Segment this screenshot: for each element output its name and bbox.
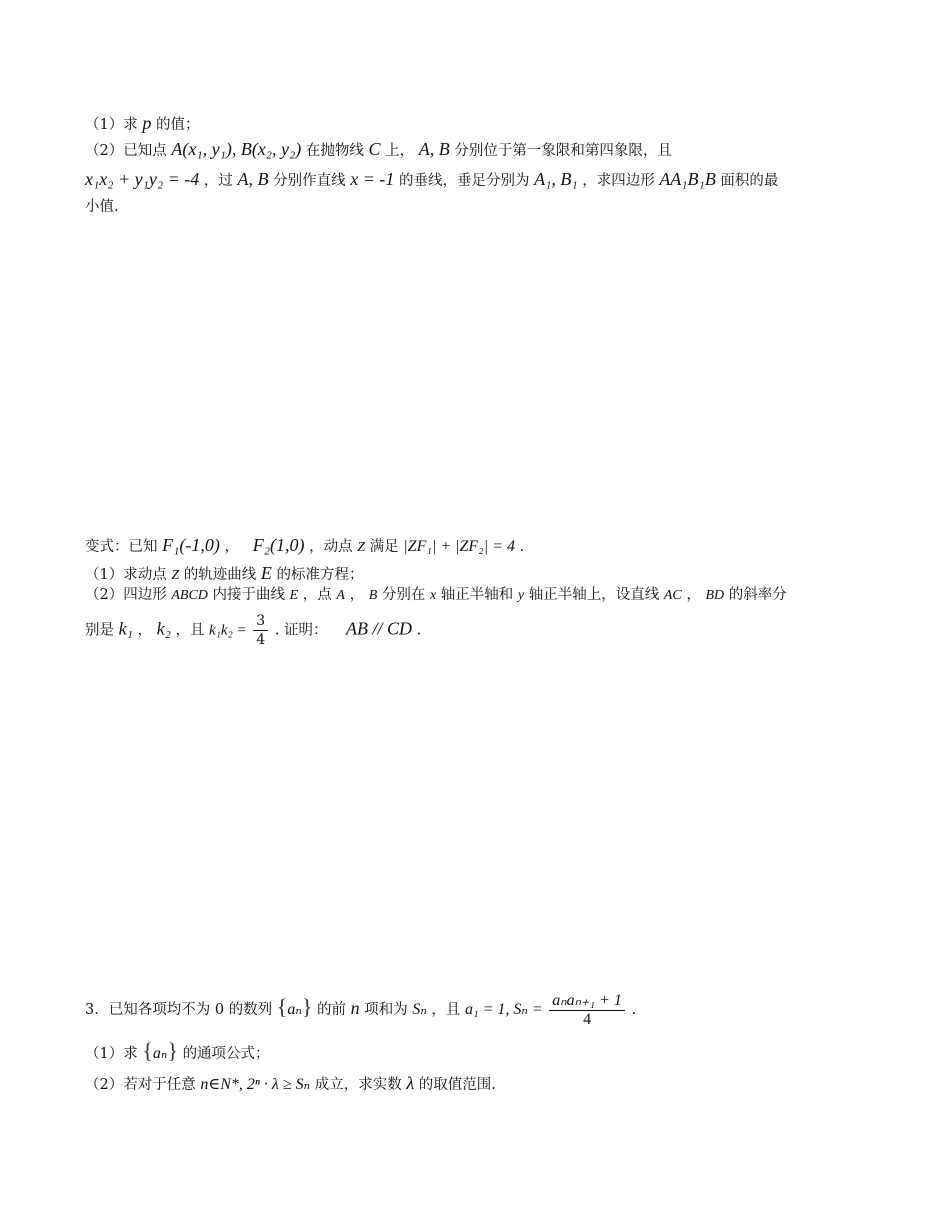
p2-e: ，求四边形 xyxy=(582,173,655,189)
variant-kk-num: 3 xyxy=(253,612,268,631)
p3-b: 的前 xyxy=(317,1002,346,1018)
p2-c: 分别作直线 xyxy=(273,173,346,189)
left-brace-icon: { xyxy=(276,994,288,1019)
variant-kk: k₁k₂ = xyxy=(209,622,247,639)
variant-q2-line1 xyxy=(85,584,787,607)
variant-q2-comma3: ， xyxy=(137,622,152,639)
variant-ac: AC xyxy=(663,588,682,603)
p3-num: aₙaₙ₊₁ + 1 xyxy=(549,992,625,1011)
variant-kk-fraction xyxy=(253,612,268,649)
variant-q2-e: E xyxy=(289,588,299,603)
p2-q2-line2 xyxy=(85,168,778,192)
p2-q1-var: p xyxy=(142,113,152,133)
p3-s: Sₙ xyxy=(412,1001,427,1018)
variant-q2-h: 的斜率分 xyxy=(728,587,787,603)
variant-dot: . xyxy=(416,622,422,639)
p3-seq: aₙ xyxy=(287,1001,302,1018)
p3-q2-lambda: λ xyxy=(406,1073,415,1093)
variant-kk-den: 4 xyxy=(256,632,266,648)
variant-q2-j: ，且 xyxy=(175,622,205,639)
p2-tail: 分别位于第一象限和第四象限，且 xyxy=(454,143,672,159)
variant-q2-f: 轴正半轴和 xyxy=(440,587,514,603)
p2-ab: A, B xyxy=(418,139,450,159)
variant-period: . xyxy=(519,539,525,555)
p3-end: . xyxy=(631,1002,637,1018)
p2-points: A(x₁, y₁), B(x₂, y₂) xyxy=(171,139,302,159)
p3-c: 项和为 xyxy=(364,1002,408,1018)
p2-q2-line1 xyxy=(85,138,672,162)
p3-q1-b: 的通项公式； xyxy=(182,1046,270,1062)
variant-conclusion: AB // CD xyxy=(345,618,412,639)
p3-q2-cond: n∈N*, 2ⁿ · λ ≥ Sₙ xyxy=(200,1076,311,1093)
p3-n: n xyxy=(350,998,360,1018)
p3-q1-a: （1）求 xyxy=(85,1046,138,1062)
variant-q2-A: A xyxy=(336,588,345,603)
p3-den: 4 xyxy=(583,1010,592,1028)
variant-q1-a: （1）求动点 xyxy=(85,567,167,583)
p3-line1 xyxy=(85,990,636,1029)
right-brace-icon: } xyxy=(301,994,313,1019)
p3-q2-line xyxy=(85,1072,496,1096)
variant-intro-line xyxy=(85,534,524,559)
variant-f1: F₁(-1,0) xyxy=(162,535,220,555)
p3-cond1: a₁ = 1, Sₙ = xyxy=(465,1001,543,1018)
variant-q1-b: 的轨迹曲线 xyxy=(183,567,257,583)
p2-g: 小值. xyxy=(85,199,119,215)
p2-mid2: 上， xyxy=(385,143,415,159)
p2-q1-line xyxy=(85,112,199,136)
variant-abcd: ABCD xyxy=(171,588,208,603)
variant-q2-B: B xyxy=(368,588,378,603)
variant-bd: BD xyxy=(705,588,725,603)
variant-q2-i: 别是 xyxy=(85,622,114,639)
p3-fraction xyxy=(549,992,625,1029)
variant-q2-line2 xyxy=(85,612,421,649)
p2-quad: AA₁B₁B xyxy=(659,169,716,189)
p2-q2-line3 xyxy=(85,196,119,218)
variant-sep: ， xyxy=(224,539,239,555)
p2-curve: C xyxy=(368,139,381,159)
variant-z: Z xyxy=(357,540,366,555)
p2-ab2: A, B xyxy=(237,169,269,189)
p2-f: 面积的最 xyxy=(720,173,779,189)
variant-q2-b: 内接于曲线 xyxy=(212,587,286,603)
variant-q2-d: 分别在 xyxy=(381,587,426,603)
variant-q1-e: E xyxy=(260,563,272,583)
variant-q1-z: Z xyxy=(171,568,180,583)
p2-line-eq: x = -1 xyxy=(350,169,395,189)
p2-q1-tail: 的值； xyxy=(155,117,200,133)
variant-q2-x: x xyxy=(429,588,437,603)
variant-intro: 变式：已知 xyxy=(85,539,158,555)
variant-k1: k₁ xyxy=(118,618,133,639)
p2-mid: 在抛物线 xyxy=(305,143,364,159)
variant-q2-y: y xyxy=(517,588,525,603)
variant-mid: ，动点 xyxy=(309,539,353,555)
variant-q2-c: ，点 xyxy=(302,587,332,603)
p2-eq: x₁x₂ + y₁y₂ = -4 xyxy=(85,169,200,189)
variant-q2-a: （2）四边形 xyxy=(85,587,167,603)
p3-q1-line xyxy=(85,1040,270,1065)
p3-d: ，且 xyxy=(431,1002,461,1018)
variant-q2-g: 轴正半轴上，设直线 xyxy=(528,587,660,603)
variant-f2: F₂(1,0) xyxy=(252,535,305,555)
p3-a: 3．已知各项均不为 0 的数列 xyxy=(85,1002,273,1018)
p2-b: ，过 xyxy=(203,173,233,189)
p2-q2-label: （2）已知点 xyxy=(85,143,167,159)
variant-q2-comma2: ， xyxy=(686,587,701,603)
right-brace-icon: } xyxy=(167,1038,178,1063)
variant-q2-k: . 证明： xyxy=(274,622,328,639)
variant-cond: |ZF₁| + |ZF₂| = 4 xyxy=(403,538,515,555)
p3-q2-a: （2）若对于任意 xyxy=(85,1077,196,1093)
variant-q2-comma: ， xyxy=(349,587,365,603)
left-brace-icon: { xyxy=(142,1038,153,1063)
p3-q2-b: 成立，求实数 xyxy=(314,1077,402,1093)
variant-k2: k₂ xyxy=(156,618,171,639)
variant-q1-c: 的标准方程； xyxy=(276,567,364,583)
p2-d: 的垂线，垂足分别为 xyxy=(398,173,530,189)
p3-q1-seq: aₙ xyxy=(152,1045,168,1062)
p2-q1-label: （1）求 xyxy=(85,117,138,133)
p2-feet: A₁, B₁ xyxy=(534,169,578,189)
variant-cond-pre: 满足 xyxy=(369,539,399,555)
p3-q2-c: 的取值范围. xyxy=(418,1077,496,1093)
